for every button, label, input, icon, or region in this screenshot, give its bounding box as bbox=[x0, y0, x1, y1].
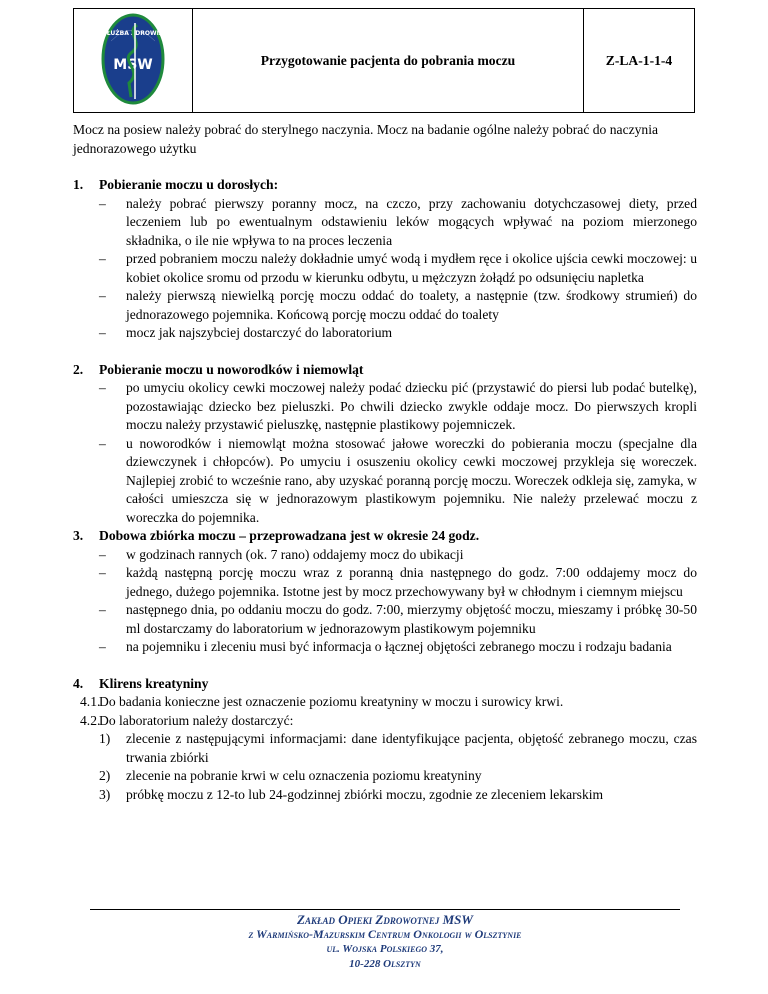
section-title bbox=[73, 176, 697, 195]
footer-affiliation: z Warmińsko-Mazurskim Centrum Onkologii w Olsztynie bbox=[248, 927, 522, 941]
logo-arc-text: SŁUŻBA ZDROWIA bbox=[102, 29, 164, 37]
dash-marker: – bbox=[99, 435, 106, 451]
section-infants bbox=[73, 361, 697, 528]
list-item-text: należy pobrać pierwszy poranny mocz, na czczo, przy zachowaniu dotychczasowej diety, przed leczeniem lub po ewentualnym odstawieniu leków mogących wpływać na poziom mierzonego składnika, o ile nie wpływa to na proces leczenia bbox=[126, 195, 697, 248]
list-item-text: na pojemniku i zleceniu musi być informacja o łącznej objętości zebranego moczu i rodzaju badania bbox=[126, 639, 672, 654]
list-item-text: zlecenie na pobranie krwi w celu oznaczenia poziomu kreatyniny bbox=[126, 768, 482, 783]
list-number: 2) bbox=[99, 768, 111, 783]
footer-institution: Zakład Opieki Zdrowotnej MSW bbox=[297, 912, 473, 927]
section-number: 1. bbox=[73, 177, 84, 192]
list-item-text: należy pierwszą niewielką porcję moczu oddać do toalety, a następnie (tzw. środkowy strumień) do jednorazowego pojemnika. Końcową porcję moczu oddać do toalety bbox=[126, 288, 697, 322]
section-number: 4. bbox=[73, 675, 84, 691]
list-item bbox=[73, 250, 697, 287]
footer-city: 10-228 Olsztyn bbox=[349, 958, 421, 970]
document-title: Przygotowanie pacjenta do pobrania moczu bbox=[193, 9, 584, 113]
logo-letters: MSW bbox=[113, 56, 153, 73]
list-item bbox=[73, 786, 697, 805]
subsection-text: Do badania konieczne jest oznaczenie poziomu kreatyniny w moczu i surowicy krwi. bbox=[99, 694, 564, 709]
dash-marker: – bbox=[99, 251, 106, 266]
numbered-list bbox=[73, 730, 697, 804]
section-24h-collection bbox=[73, 527, 697, 657]
list-item-text: u noworodków i niemowląt można stosować jałowe woreczki do pobierania moczu (specjalne dla dziewczynek i chłopców). Po umyciu i osuszeniu okolicy cewki moczowej przykleja się woreczek. Najlepiej zrobić to wcześnie rano, aby uzyskać poranną porcję moczu. Woreczek odkleja się, zamyka, w całości umieszcza się w jednorazowym plastikowym pojemniku. Nie należy przelewać moczu z woreczka do pojemnika. bbox=[126, 435, 697, 525]
list-item bbox=[73, 730, 697, 767]
dash-marker: – bbox=[99, 325, 106, 340]
document-footer bbox=[90, 912, 680, 972]
document-header bbox=[73, 8, 695, 113]
section-title bbox=[73, 361, 697, 380]
list-item-text: mocz jak najszybciej dostarczyć do laboratorium bbox=[126, 325, 393, 340]
subsection bbox=[73, 693, 697, 712]
list-item bbox=[73, 546, 697, 565]
list-item-text: zlecenie z następującymi informacjami: dane identyfikujące pacjenta, objętość zebranego moczu, czas trwania zbiórki bbox=[126, 731, 697, 765]
list-item bbox=[73, 564, 697, 601]
list-item bbox=[73, 379, 697, 435]
bullet-list bbox=[73, 379, 697, 527]
section-title-text: Klirens kreatyniny bbox=[99, 675, 209, 691]
dash-marker: – bbox=[99, 288, 106, 303]
subsection-number: 4.1. bbox=[80, 694, 101, 709]
section-number: 3. bbox=[73, 528, 84, 543]
dash-marker: – bbox=[99, 380, 106, 395]
document-code: Z-LA-1-1-4 bbox=[584, 9, 695, 113]
list-item-text: próbkę moczu z 12-to lub 24-godzinnej zbiórki moczu, zgodnie ze zleceniem lekarskim bbox=[126, 786, 604, 802]
section-adults bbox=[73, 176, 697, 343]
list-item-text: każdą następną porcję moczu wraz z poranną dnia następnego do godz. 7:00 oddajemy mocz do jednego, dużego pojemnika. Istotne jest by mocz przechowywany był w chłodnym i ciemnym miejscu bbox=[126, 565, 697, 599]
intro-paragraph: Mocz na posiew należy pobrać do sterylnego naczynia. Mocz na badanie ogólne należy pobrać do naczynia jednorazowego użytku bbox=[73, 122, 659, 156]
subsection-number: 4.2. bbox=[80, 712, 101, 728]
section-title bbox=[73, 527, 697, 546]
section-title-text: Pobieranie moczu u noworodków i niemowląt bbox=[99, 361, 364, 377]
section-number: 2. bbox=[73, 361, 84, 377]
dash-marker: – bbox=[99, 546, 106, 562]
list-number: 1) bbox=[99, 731, 111, 746]
footer-street: ul. Wojska Polskiego 37, bbox=[326, 943, 444, 955]
section-title-text: Pobieranie moczu u dorosłych: bbox=[99, 177, 279, 192]
bullet-list bbox=[73, 546, 697, 657]
list-item bbox=[73, 601, 697, 638]
list-number: 3) bbox=[99, 786, 111, 802]
msw-logo bbox=[101, 13, 165, 105]
section-title-text: Dobowa zbiórka moczu – przeprowadzana jest w okresie 24 godz. bbox=[99, 528, 480, 543]
list-item bbox=[73, 287, 697, 324]
list-item bbox=[73, 195, 697, 251]
bullet-list bbox=[73, 195, 697, 343]
list-item bbox=[73, 767, 697, 786]
dash-marker: – bbox=[99, 639, 106, 654]
list-item-text: w godzinach rannych (ok. 7 rano) oddajemy mocz do ubikacji bbox=[126, 546, 464, 562]
section-title bbox=[73, 675, 697, 694]
list-item-text: następnego dnia, po oddaniu moczu do godz. 7:00, mierzymy objętość moczu, mieszamy i próbkę 30-50 ml dostarczamy do laboratorium w jednorazowym plastikowym pojemniku bbox=[126, 602, 697, 636]
list-item bbox=[73, 435, 697, 528]
list-item-text: przed pobraniem moczu należy dokładnie umyć wodą i mydłem ręce i okolice ujścia cewki moczowej: u kobiet okolice sromu od przodu w kierunku odbytu, u mężczyzn żołądź po odsunięciu napletka bbox=[126, 251, 697, 285]
subsection-text: Do laboratorium należy dostarczyć: bbox=[99, 712, 294, 728]
document-body bbox=[73, 117, 697, 804]
section-creatinine-clearance bbox=[73, 675, 697, 805]
list-item bbox=[73, 638, 697, 657]
dash-marker: – bbox=[99, 602, 106, 617]
list-item-text: po umyciu okolicy cewki moczowej należy podać dziecku pić (przystawić do piersi lub podać butelkę), pozostawiając dziecko bez pieluszki. Po chwili dziecko zwykle oddaje mocz. Do pierwszych kropli moczu należy przystawić pieluszkę, następnie plastikowy pojemniczek. bbox=[126, 380, 697, 432]
dash-marker: – bbox=[99, 195, 106, 211]
dash-marker: – bbox=[99, 565, 106, 580]
list-item bbox=[73, 324, 697, 343]
footer-divider bbox=[90, 909, 680, 910]
subsection bbox=[73, 712, 697, 731]
logo-cell bbox=[74, 9, 193, 113]
